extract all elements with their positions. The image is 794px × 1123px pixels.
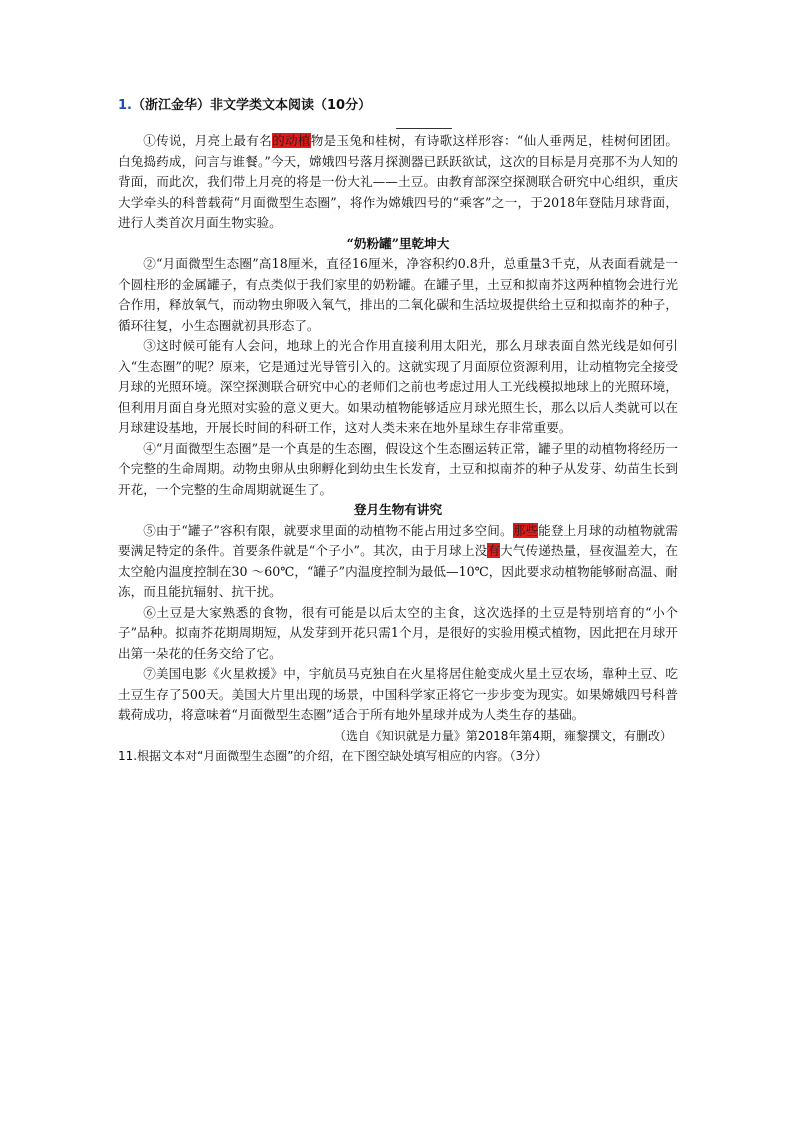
paragraph-2: ②“月面微型生态圈”高18厘米，直径16厘米，净容积约0.8升，总重量3千克，从表面看就是一个圆柱形的金属罐子，有点类似于我们家里的奶粉罐。在罐子里，土豆和拟南芥这两种植物会进行光合作用，释放氧气，而动物虫卵吸入氧气，排出的二氧化碳和生活垃圾提供给土豆和拟南芥的种子，循环往复，小生态圈就初具形态了。 — [118, 256, 678, 333]
p5-text-c: 大气传递热量，昼夜温差大，在太空舱内温度控制在30 ～60℃，“罐子”内温度控制为最低—10℃，因此要求动植物能够耐高温、耐冻，而且能抗辐射、抗干扰。 — [118, 543, 679, 599]
paragraph-4: ④“月面微型生态圈”是一个真是的生态圈，假设这个生态圈运转正常，罐子里的动植物将经历一个完整的生命周期。动物虫卵从虫卵孵化到幼虫生长发育，土豆和拟南芥的种子从发芽、幼苗生长到开花，一个完整的生命周期就诞生了。 — [118, 440, 678, 497]
heading-text: （浙江金华）非文学类文本阅读（10分） — [131, 98, 372, 113]
question-11: 11.根据文本对“月面微型生态圈”的介绍，在下图空缺处填写相应的内容。（3分） — [118, 748, 548, 763]
question-heading — [118, 96, 678, 116]
p1-text-a: ①传说，月亮上最有名 — [143, 133, 273, 148]
underline-rule — [396, 128, 452, 129]
document-page — [118, 96, 678, 766]
highlight-mark: 有 — [487, 543, 501, 558]
subheading-milk-can: “奶粉罐”里乾坤大 — [346, 235, 450, 251]
p1-text-b: 物是玉兔和桂树，有诗歌这样形容：“仙人垂两足，桂树何团团。白兔捣药成，问言与谁餐。”今天，嫦娥四号落月探测器已跃跃欲试，这次的目标是月亮那不为人知的背面，而此次，我们带上月亮的将是一份大礼——土豆。由教育部深空探测联合研究中心组织，重庆大学牵头的科普载荷“月面微型生态圈”，将作为嫦娥四号的“乘客”之一，于2018年登陆月球背面，进行人类首次月面生物实验。 — [118, 133, 679, 230]
subheading-moon-creatures: 登月生物有讲究 — [353, 502, 443, 517]
p5-text-b: 能登上月球的动植物就需要满足特定的条件。首要条件就是“个子小”。其次，由于月球上没 — [118, 522, 678, 558]
question-number: 1. — [118, 98, 132, 113]
highlight-mark: 那些 — [512, 522, 539, 538]
source-citation: （选自《知识就是力量》第2018年第4期，雍黎撰文，有删改） — [333, 728, 672, 743]
p5-text-a: ⑤由于“罐子”容积有限，就要求里面的动植物不能占用过多空间。 — [143, 522, 513, 538]
highlight-mark: 的动植 — [272, 133, 311, 148]
paragraph-3: ③这时候可能有人会问，地球上的光合作用直接利用太阳光，那么月球表面自然光线是如何引入“生态圈”的呢？原来，它是通过光导管引入的。这就实现了月面原位资源利用，让动植物完全接受月球的光照环境。深空探测联合研究中心的老师们之前也考虑过用人工光线模拟地球上的光照环境，但利用月面自身光照对实验的意义更大。如果动植物能够适应月球光照生长，那么以后人类就可以在月球建设基地，开展长时间的科研工作，这对人类未来在地外星球生存非常重要。 — [118, 338, 678, 435]
paragraph-1 — [118, 131, 678, 234]
paragraph-7: ⑦美国电影《火星救援》中，宇航员马克独自在火星将居住舱变成火星土豆农场，靠种土豆、吃土豆生存了500天。美国大片里出现的场景，中国科学家正将它一步步变为现实。如果嫦娥四号科普载荷成功，将意味着“月面微型生态圈”适合于所有地外星球并成为人类生存的基础。 — [118, 666, 678, 722]
paragraph-5 — [118, 521, 678, 603]
paragraph-6: ⑥土豆是大家熟悉的食物，很有可能是以后太空的主食，这次选择的土豆是特别培育的“小个子”品种。拟南芥花期周期短，从发芽到开花只需1个月，是很好的实验用模式植物，因此把在月球开出第一朵花的任务交给了它。 — [118, 604, 678, 661]
